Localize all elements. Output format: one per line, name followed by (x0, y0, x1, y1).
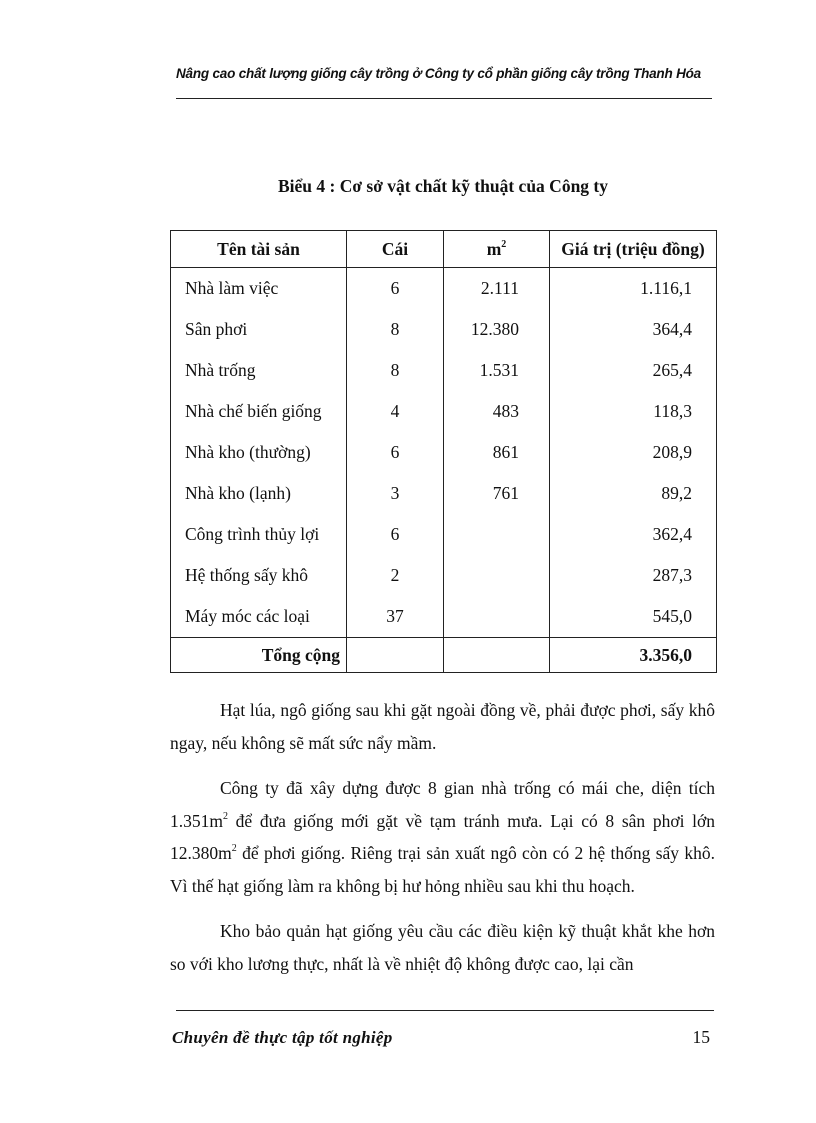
cell-value: 545,0 (550, 596, 717, 638)
cell-value: 265,4 (550, 350, 717, 391)
cell-count: 8 (347, 309, 444, 350)
total-area (444, 638, 550, 673)
cell-value: 118,3 (550, 391, 717, 432)
superscript-2: 2 (231, 843, 237, 854)
cell-name: Nhà trống (171, 350, 347, 391)
cell-name: Nhà làm việc (171, 268, 347, 310)
cell-count: 2 (347, 555, 444, 596)
paragraph-drying (170, 694, 715, 759)
cell-name: Hệ thống sấy khô (171, 555, 347, 596)
table-row (171, 555, 717, 596)
column-header-value: Giá trị (triệu đồng) (550, 231, 717, 268)
header-divider (176, 98, 712, 99)
area-unit: m (486, 238, 502, 259)
table-row (171, 350, 717, 391)
paragraph-facilities (170, 772, 715, 902)
cell-name: Công trình thủy lợi (171, 514, 347, 555)
column-header-name: Tên tài sản (171, 231, 347, 268)
cell-name: Nhà chế biến giống (171, 391, 347, 432)
paragraph-facilities-part-3: để phơi giống. Riêng trại sản xuất ngô còn có 2 hệ thống sấy khô. Vì thế hạt giống làm ra không bị hư hỏng nhiều sau khi thu hoạch. (170, 843, 715, 896)
cell-name: Sân phơi (171, 309, 347, 350)
cell-name: Nhà kho (thường) (171, 432, 347, 473)
cell-value: 364,4 (550, 309, 717, 350)
footer-label: Chuyên đề thực tập tốt nghiệp (172, 1028, 393, 1047)
cell-area: 12.380 (444, 309, 550, 350)
cell-area: 861 (444, 432, 550, 473)
column-header-area (444, 231, 550, 268)
table-header-row (171, 231, 717, 268)
running-header: Nâng cao chất lượng giống cây trồng ở Công ty cổ phần giống cây trồng Thanh Hóa (176, 66, 701, 81)
table-caption: Biểu 4 : Cơ sở vật chất kỹ thuật của Công ty (277, 176, 609, 196)
cell-count: 6 (347, 514, 444, 555)
table-row (171, 514, 717, 555)
cell-area (444, 596, 550, 638)
cell-count: 6 (347, 432, 444, 473)
table-row (171, 473, 717, 514)
table-row (171, 432, 717, 473)
cell-name: Nhà kho (lạnh) (171, 473, 347, 514)
cell-value: 362,4 (550, 514, 717, 555)
cell-area: 483 (444, 391, 550, 432)
cell-count: 4 (347, 391, 444, 432)
paragraph-facilities-part-2: để đưa giống mới gặt về tạm tránh mưa. Lại có 8 sân phơi lớn 12.380m (170, 810, 715, 863)
cell-count: 8 (347, 350, 444, 391)
cell-area: 2.111 (444, 268, 550, 310)
cell-value: 1.116,1 (550, 268, 717, 310)
cell-area (444, 514, 550, 555)
table-row (171, 596, 717, 638)
column-header-count: Cái (347, 231, 444, 268)
cell-value: 287,3 (550, 555, 717, 596)
cell-area: 1.531 (444, 350, 550, 391)
cell-count: 6 (347, 268, 444, 310)
superscript-1: 2 (223, 810, 228, 822)
paragraph-drying-text: Hạt lúa, ngô giống sau khi gặt ngoài đồng về, phải được phơi, sấy khô ngay, nếu không sẽ mất sức nẩy mầm. (170, 700, 715, 753)
assets-table (170, 230, 717, 673)
table-row (171, 268, 717, 310)
area-unit-exponent: 2 (501, 238, 507, 250)
total-value: 3.356,0 (550, 638, 717, 673)
page-number: 15 (692, 1027, 710, 1047)
table-total-row (171, 638, 717, 673)
table-row (171, 309, 717, 350)
cell-count: 37 (347, 596, 444, 638)
cell-value: 89,2 (550, 473, 717, 514)
cell-area (444, 555, 550, 596)
footer-divider (176, 1010, 714, 1011)
table-row (171, 391, 717, 432)
table-body (171, 268, 717, 673)
paragraph-facilities-part-1: Công ty đã xây dựng được 8 gian nhà trống có mái che, diện tích 1.351m (170, 778, 715, 831)
cell-count: 3 (347, 473, 444, 514)
paragraph-storage-text: Kho bảo quản hạt giống yêu cầu các điều kiện kỹ thuật khắt khe hơn so với kho lương thực, nhất là về nhiệt độ không được cao, lại cần (170, 921, 715, 974)
cell-area: 761 (444, 473, 550, 514)
total-count (347, 638, 444, 673)
total-label: Tổng cộng (171, 638, 347, 673)
cell-value: 208,9 (550, 432, 717, 473)
cell-name: Máy móc các loại (171, 596, 347, 638)
paragraph-storage (170, 915, 715, 980)
